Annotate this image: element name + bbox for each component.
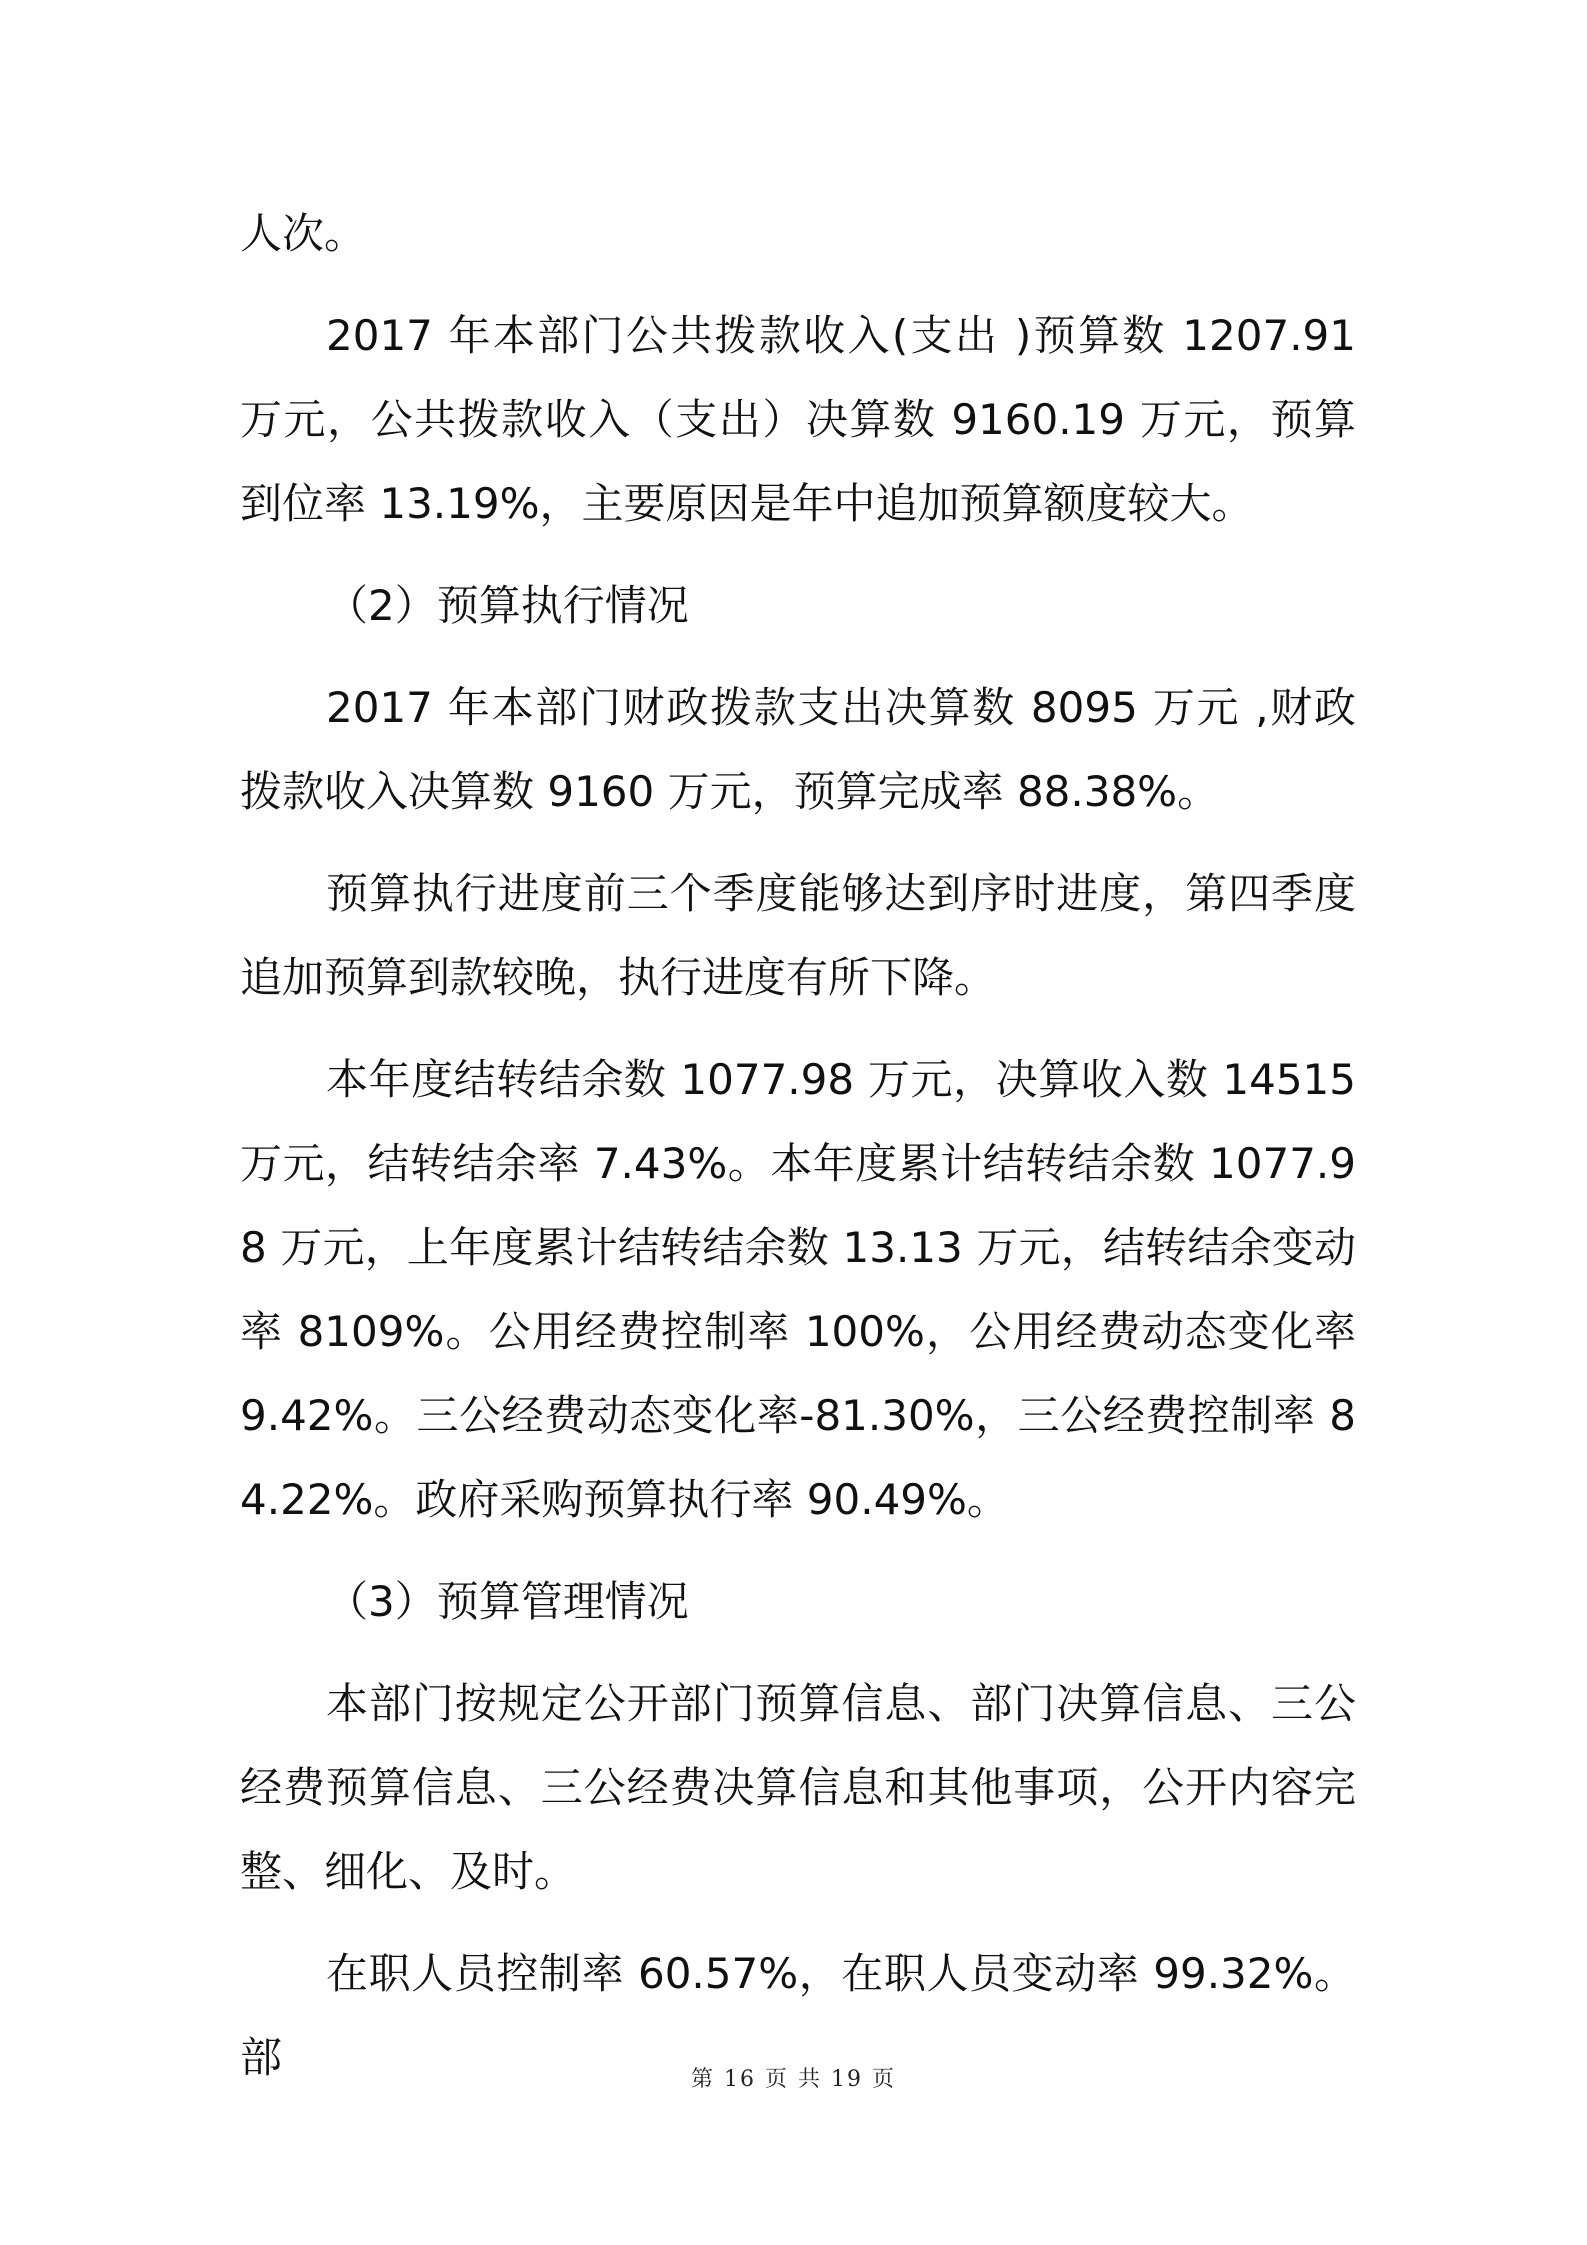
document-body (240, 192, 1356, 2100)
paragraph-spacer (240, 648, 1356, 666)
paragraph-carryover-balance: 本年度结转结余数 1077.98 万元，决算收入数 14515 万元，结转结余率 7.43%。本年度累计结转结余数 1077.98 万元，上年度累计结转结余数 13.13 万元，结转结余变动率 8109%。公用经费控制率 100%，公用经费动态变化率 9.42%。三公经费动态变化率-81.30%，三公经费控制率 84.22%。政府采购预算执行率 90.49%。 (240, 1055, 1356, 1524)
paragraph-spacer (240, 546, 1356, 564)
paragraph-fiscal-expenditure: 2017 年本部门财政拨款支出决算数 8095 万元 ,财政拨款收入决算数 9160 万元，预算完成率 88.38%。 (240, 683, 1356, 816)
paragraph-continuation: 人次。 (240, 209, 367, 258)
paragraph-spacer (240, 834, 1356, 852)
paragraph-disclosure: 本部门按规定公开部门预算信息、部门决算信息、三公经费预算信息、三公经费决算信息和其他事项，公开内容完整、细化、及时。 (240, 1679, 1356, 1896)
paragraph-spacer (240, 1644, 1356, 1662)
paragraph-execution-progress: 预算执行进度前三个季度能够达到序时进度，第四季度追加预算到款较晚，执行进度有所下降。 (240, 869, 1356, 1002)
page-number-footer: 第 16 页 共 19 页 (691, 2067, 896, 2092)
paragraph-public-appropriation: 2017 年本部门公共拨款收入(支出 )预算数 1207.91 万元，公共拨款收入（支出）决算数 9160.19 万元，预算到位率 13.19%，主要原因是年中追加预算额度较大。 (240, 311, 1356, 528)
paragraph-spacer (240, 1542, 1356, 1560)
paragraph-staff-control: 在职人员控制率 60.57%，在职人员变动率 99.32%。部 (240, 1949, 1356, 2082)
section-heading-budget-management: （3）预算管理情况 (326, 1577, 689, 1626)
section-heading-budget-execution: （2）预算执行情况 (326, 581, 689, 630)
paragraph-spacer (240, 1020, 1356, 1038)
paragraph-spacer (240, 1914, 1356, 1932)
paragraph-spacer (240, 276, 1356, 294)
